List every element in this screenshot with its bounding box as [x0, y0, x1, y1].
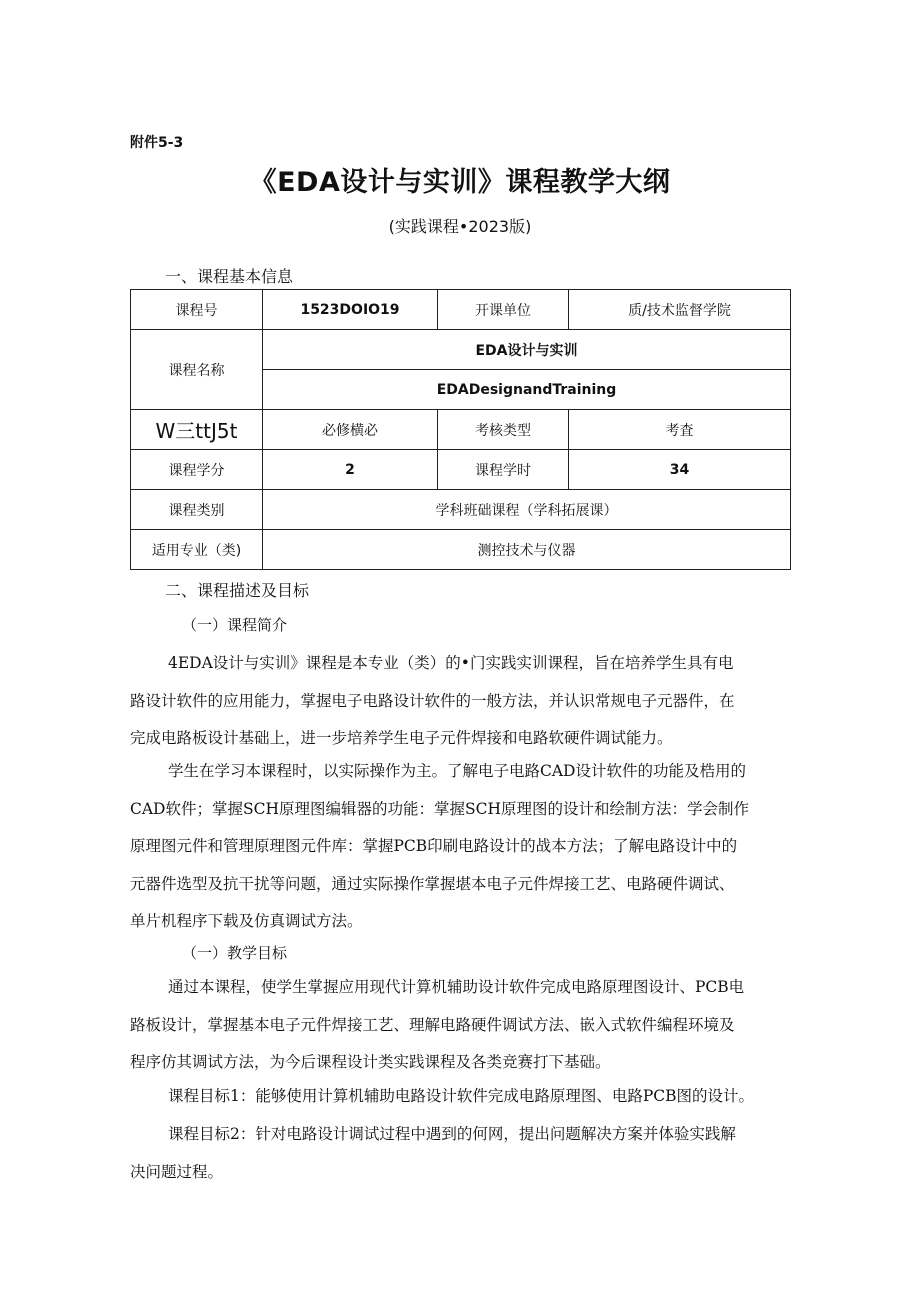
section1-heading: 一、课程基本信息 [165, 267, 294, 286]
text-line: 完成电路板设计基础上，进一步培养学生电子元件焊接和电路软硬件调试能力。 [130, 729, 673, 747]
major-value: 测控技术与仪器 [263, 530, 791, 570]
course-nature-value: 必修横必 [263, 410, 438, 450]
course-info-table [130, 289, 791, 570]
credit-label: 课程学分 [131, 450, 263, 490]
hours-value: 34 [569, 450, 791, 490]
assess-value: 考査 [569, 410, 791, 450]
text-line: 课程目标1：能够使用计算机辅助电路设计软件完成电路原理图、电路PCB图的设计。 [168, 1087, 755, 1105]
text-line: 学生在学习本课程时，以实际操作为主。了解电子电路CAD设计软件的功能及梏用的 [168, 762, 746, 780]
table-row [131, 450, 791, 490]
text-line: 路设计软件的应用能力，掌握电子电路设计软件的一般方法，并认识常规电子元器件，在 [130, 691, 735, 710]
goal-1 [130, 1078, 790, 1116]
unit-label: 开课单位 [438, 290, 569, 330]
text-line: 元器件选型及抗干扰等问题，通过实际操作掌握堪本电子元件焊接工艺、电路硬件调试、 [130, 874, 735, 893]
course-no-value: 1523DOIO19 [263, 290, 438, 330]
course-name-en: EDADesignandTraining [263, 370, 791, 410]
text-line: CAD软件；掌握SCH原理图编辑器的功能：掌握SCH原理图的设计和绘制方法：学会制作 [130, 799, 749, 818]
text-line: 路板设计，掌握基本电子元件焊接工艺、理解电路硬件调试方法、嵌入式软件编程环境及 [130, 1015, 735, 1034]
goal-2 [130, 1116, 790, 1191]
table-row [131, 330, 791, 370]
text-line: 4EDA设计与实训》课程是本专业（类）的•门实践实训课程，旨在培养学生具有电 [168, 654, 734, 672]
document-title: 《EDA设计与实训》课程教学大纲 [249, 167, 671, 198]
text-line: 课程目标2：针对电路设计调试过程中遇到的何网，提出问题解决方案并体验实践解 [168, 1125, 736, 1143]
table-row [131, 410, 791, 450]
assess-label: 考核类型 [438, 410, 569, 450]
table-row [131, 530, 791, 570]
section2-heading: 二、课程描述及目标 [165, 581, 310, 600]
course-name-cn: EDA设计与实训 [263, 330, 791, 370]
table-row [131, 290, 791, 330]
table-row [131, 490, 791, 530]
goal-heading: （一）教学目标 [182, 944, 288, 962]
intro-paragraph-2 [130, 753, 790, 941]
text-line: 程序仿其调试方法，为今后课程设计类实践课程及各类竞赛打下基础。 [130, 1053, 611, 1071]
course-name-label: 课程名称 [131, 330, 263, 410]
text-line: 决问题过程。 [130, 1162, 224, 1181]
category-value: 学科班础课程（学科拓展课） [263, 490, 791, 530]
goal-paragraph [130, 969, 790, 1082]
text-line: 原理图元件和管理原理图元件库：掌握PCB印刷电路设计的战本方法；了解电路设计中的 [130, 837, 738, 855]
attachment-label: 附件5-3 [130, 135, 184, 151]
course-nature-label: W三ttJ5t [131, 410, 263, 450]
intro-paragraph-1 [130, 645, 790, 758]
document-subtitle: (实践课程•2023版) [388, 217, 532, 236]
hours-label: 课程学时 [438, 450, 569, 490]
text-line: 通过本课程，使学生掌握应用现代计算机辅助设计软件完成电路原理图设计、PCB电 [168, 978, 745, 996]
credit-value: 2 [263, 450, 438, 490]
unit-value: 质/技术监督学院 [569, 290, 791, 330]
course-no-label: 课程号 [131, 290, 263, 330]
text-line: 单片机程序下载及仿真调试方法。 [130, 912, 363, 930]
intro-heading: （一）课程简介 [182, 616, 288, 634]
category-label: 课程类别 [131, 490, 263, 530]
major-label: 适用专业（类) [131, 530, 263, 570]
